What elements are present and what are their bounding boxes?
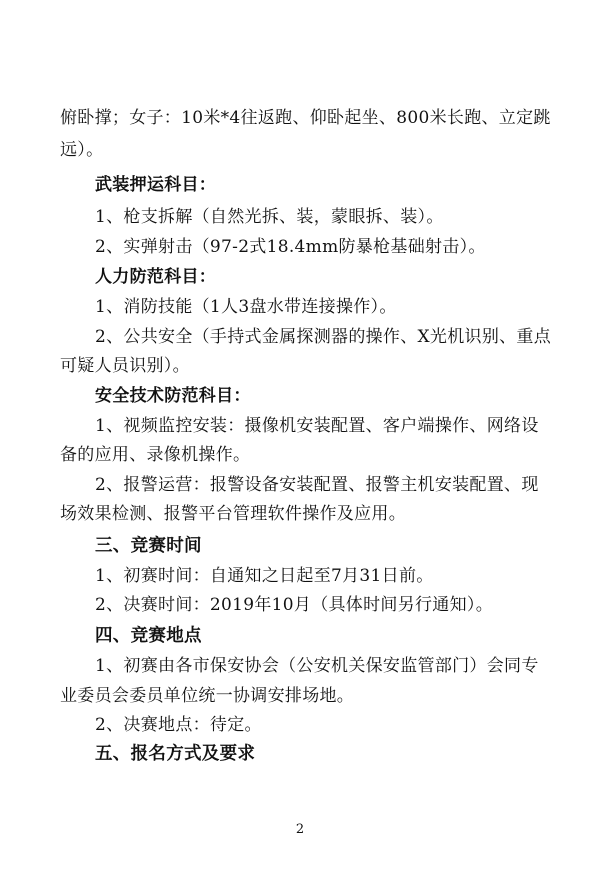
body-line: 1、消防技能（1人3盘水带连接操作）。 (95, 297, 397, 317)
body-line: 备的应用、录像机操作。 (60, 445, 251, 465)
body-line: 俯卧撑；女子：10米*4往返跑、仰卧起坐、800米长跑、立定跳 (60, 108, 551, 128)
subsection-heading: 武装押运科目： (95, 175, 217, 195)
body-line: 业委员会委员单位统一协调安排场地。 (60, 686, 355, 706)
body-line: 1、初赛由各市保安协会（公安机关保安监管部门）会同专 (95, 656, 539, 676)
section-heading: 四、竞赛地点 (95, 626, 202, 646)
body-line: 可疑人员识别）。 (60, 356, 190, 376)
body-line: 2、报警运营：报警设备安装配置、报警主机安装配置、现 (95, 475, 539, 495)
section-heading: 三、竞赛时间 (95, 536, 202, 556)
body-line: 2、实弹射击（97-2式18.4mm防暴枪基础射击）。 (95, 237, 486, 257)
body-line: 2、公共安全（手持式金属探测器的操作、X光机识别、重点 (95, 327, 552, 347)
body-line: 远）。 (60, 140, 104, 160)
subsection-heading: 安全技术防范科目： (95, 386, 251, 406)
subsection-heading: 人力防范科目： (95, 267, 217, 287)
body-line: 1、初赛时间：自通知之日起至7月31日前。 (95, 566, 434, 586)
page-number: 2 (295, 822, 305, 837)
body-line: 2、决赛时间：2019年10月（具体时间另行通知）。 (95, 595, 494, 615)
body-line: 1、枪支拆解（自然光拆、装，蒙眼拆、装）。 (95, 207, 444, 227)
body-line: 2、决赛地点：待定。 (95, 715, 262, 735)
body-line: 场效果检测、报警平台管理软件操作及应用。 (60, 504, 406, 524)
body-line: 1、视频监控安装：摄像机安装配置、客户端操作、网络设 (95, 416, 539, 436)
section-heading: 五、报名方式及要求 (95, 744, 256, 764)
